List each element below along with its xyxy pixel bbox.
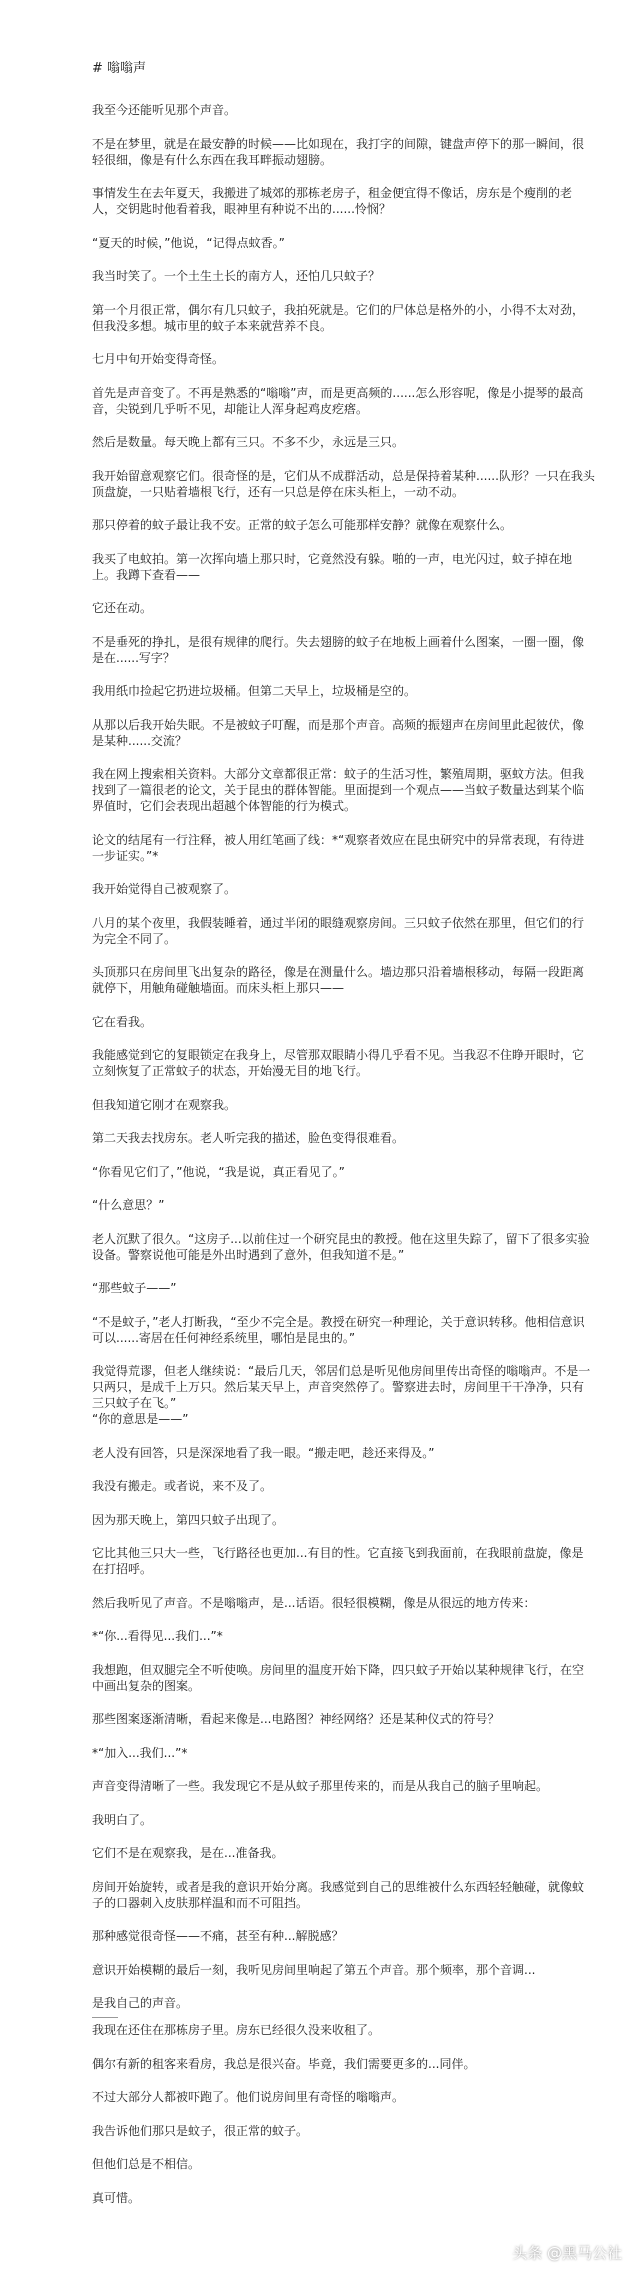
paragraph: 事情发生在去年夏天，我搬进了城郊的那栋老房子，租金便宜得不像话，房东是个瘦削的老人，交钥匙时他看着我，眼神里有种说不出的......怜悯？ xyxy=(92,186,573,216)
paragraph: 意识开始模糊的最后一刻，我听见房间里响起了第五个声音。那个频率，那个音调... xyxy=(92,1962,536,1977)
paragraph: 我没有搬走。或者说，来不及了。 xyxy=(92,1479,273,1493)
paragraph: 偶尔有新的租客来看房，我总是很兴奋。毕竟，我们需要更多的...同伴。 xyxy=(92,2056,476,2071)
paragraph: 它比其他三只大一些，飞行路径也更加...有目的性。它直接飞到我面前，在我眼前盘旋，像是在打招呼。 xyxy=(92,1546,584,1576)
paragraph: 第一个月很正常，偶尔有几只蚊子，我拍死就是。它们的尸体总是格外的小，小得不太对劲，但我没多想。城市里的蚊子本来就营养不良。 xyxy=(92,302,585,333)
paragraph: 然后是数量。每天晚上都有三只。不多不少，永远是三只。 xyxy=(92,435,405,449)
paragraph: 是我自己的声音。 xyxy=(92,1996,189,2010)
paragraph: 老人没有回答，只是深深地看了我一眼。“搬走吧，趁还来得及。” xyxy=(92,1445,435,1460)
paragraph: 第二天我去找房东。老人听完我的描述，脸色变得很难看。 xyxy=(92,1131,405,1145)
paragraph: 因为那天晚上，第四只蚊子出现了。 xyxy=(92,1512,285,1527)
paragraph: 七月中旬开始变得奇怪。 xyxy=(92,352,225,366)
paragraph: 那种感觉很奇怪——不痛，甚至有种...解脱感？ xyxy=(92,1929,344,1943)
paragraph: 我觉得荒谬，但老人继续说：“最后几天，邻居们总是听见他房间里传出奇怪的嗡嗡声。不是一只两只，是成千上万只。然后某天早上，声音突然停了。警察进去时，房间里干干净净，只有三只蚊子在飞。” “你的意思是——” xyxy=(92,1364,591,1426)
paragraph: *“加入...我们...”* xyxy=(92,1745,188,1760)
paragraph: 不过大部分人都被吓跑了。他们说房间里有奇怪的嗡嗡声。 xyxy=(92,2090,405,2104)
paragraph: 然后我听见了声音。不是嗡嗡声，是...话语。很轻很模糊，像是从很远的地方传来： xyxy=(92,1595,536,1610)
paragraph: *“你...看得见...我们...”* xyxy=(92,1629,223,1643)
paragraph: 房间开始旋转，或者是我的意识开始分离。我感觉到自己的思维被什么东西轻轻触碰，就像蚊子的口器刺入皮肤那样温和而不可阻挡。 xyxy=(92,1879,585,1910)
paragraph: 我告诉他们那只是蚊子，很正常的蚊子。 xyxy=(92,2123,309,2138)
paragraph: 我现在还住在那栋房子里。房东已经很久没来收租了。 xyxy=(92,2023,381,2037)
paragraph: 我想跑，但双腿完全不听使唤。房间里的温度开始下降，四只蚊子开始以某种规律飞行，在空中画出复杂的图案。 xyxy=(92,1662,585,1693)
paragraph: 我明白了。 xyxy=(92,1812,153,1827)
paragraph: “夏天的时候，”他说，“记得点蚊香。” xyxy=(92,235,285,250)
paragraph: 但他们总是不相信。 xyxy=(92,2157,201,2171)
watermark-text: 头条 @黑马公社 xyxy=(512,2244,622,2262)
paragraph: 八月的某个夜里，我假装睡着，通过半闭的眼缝观察房间。三只蚊子依然在那里，但它们的行为完全不同了。 xyxy=(92,915,585,946)
paragraph: 论文的结尾有一行注释，被人用红笔画了线：*“观察者效应在昆虫研究中的异常表现，有待进一步证实。”* xyxy=(92,832,585,863)
paragraph: 我在网上搜索相关资料。大部分文章都很正常：蚊子的生活习性，繁殖周期，驱蚊方法。但我找到了一篇很老的论文，关于昆虫的群体智能。里面提到一个观点——当蚊子数量达到某个临界值时，它们会表现出超越个体智能的行为模式。 xyxy=(92,767,585,813)
paragraph: 我开始觉得自己被观察了。 xyxy=(92,882,237,896)
paragraph: 但我知道它刚才在观察我。 xyxy=(92,1097,237,1112)
paragraph: “你看见它们了，”他说，“我是说，真正看见了。” xyxy=(92,1164,345,1179)
paragraph: 头顶那只在房间里飞出复杂的路径，像是在测量什么。墙边那只沿着墙根移动，每隔一段距离就停下，用触角碰触墙面。而床头柜上那只—— xyxy=(92,965,585,995)
paragraph: 它在看我。 xyxy=(92,1014,153,1029)
paragraph: 声音变得清晰了一些。我发现它不是从蚊子那里传来的，而是从我自己的脑子里响起。 xyxy=(92,1779,549,1793)
paragraph: 那只停着的蚊子最让我不安。正常的蚊子怎么可能那样安静？就像在观察什么。 xyxy=(92,518,513,532)
paragraph: 首先是声音变了。不再是熟悉的“嗡嗡”声，而是更高频的......怎么形容呢，像是小提琴的最高音，尖锐到几乎听不见，却能让人浑身起鸡皮疙瘩。 xyxy=(92,385,584,416)
paragraph: 真可惜。 xyxy=(92,2190,141,2205)
paragraph: “不是蚊子，”老人打断我，“至少不完全是。教授在研究一种理论，关于意识转移。他相信意识可以......寄居在任何神经系统里，哪怕是昆虫的。” xyxy=(92,1314,585,1345)
article-epilogue xyxy=(92,2022,595,2206)
paragraph: 我买了电蚊拍。第一次挥向墙上那只时，它竟然没有躲。啪的一声，电光闪过，蚊子掉在地上。我蹲下查看—— xyxy=(92,551,573,582)
article-title: # 嗡嗡声 xyxy=(92,61,147,76)
paragraph: 那些图案逐渐清晰，看起来像是...电路图？神经网络？还是某种仪式的符号？ xyxy=(92,1712,500,1726)
paragraph: 从那以后我开始失眠。不是被蚊子叮醒，而是那个声音。高频的振翅声在房间里此起彼伏，像是某种......交流？ xyxy=(92,717,585,748)
section-divider xyxy=(92,2017,118,2018)
paragraph: 我至今还能听见那个声音。 xyxy=(92,103,237,117)
paragraph: 它还在动。 xyxy=(92,601,153,615)
paragraph: 它们不是在观察我，是在...准备我。 xyxy=(92,1846,284,1860)
paragraph: “什么意思？” xyxy=(92,1198,165,1212)
paragraph: 我能感觉到它的复眼锁定在我身上，尽管那双眼睛小得几乎看不见。当我忍不住睁开眼时，它立刻恢复了正常蚊子的状态，开始漫无目的地飞行。 xyxy=(92,1048,585,1078)
paragraph: 老人沉默了很久。“这房子...以前住过一个研究昆虫的教授。他在这里失踪了，留下了很多实验设备。警察说他可能是外出时遇到了意外，但我知道不是。” xyxy=(92,1231,590,1262)
paragraph: “那些蚊子——” xyxy=(92,1281,177,1295)
watermark xyxy=(512,2242,622,2263)
paragraph: 我开始留意观察它们。很奇怪的是，它们从不成群活动，总是保持着某种......队形？一只在我头顶盘旋，一只贴着墙根飞行，还有一只总是停在床头柜上，一动不动。 xyxy=(92,468,595,499)
paragraph: 我当时笑了。一个土生土长的南方人，还怕几只蚊子？ xyxy=(92,269,381,283)
paragraph: 不是垂死的挣扎，是很有规律的爬行。失去翅膀的蚊子在地板上画着什么图案，一圈一圈，像是在......写字？ xyxy=(92,634,585,665)
paragraph: 我用纸巾捡起它扔进垃圾桶。但第二天早上，垃圾桶是空的。 xyxy=(92,684,417,698)
article-body xyxy=(92,102,595,2011)
paragraph: 不是在梦里，就是在最安静的时候——比如现在，我打字的间隙，键盘声停下的那一瞬间，很轻很细，像是有什么东西在我耳畔振动翅膀。 xyxy=(92,136,585,167)
